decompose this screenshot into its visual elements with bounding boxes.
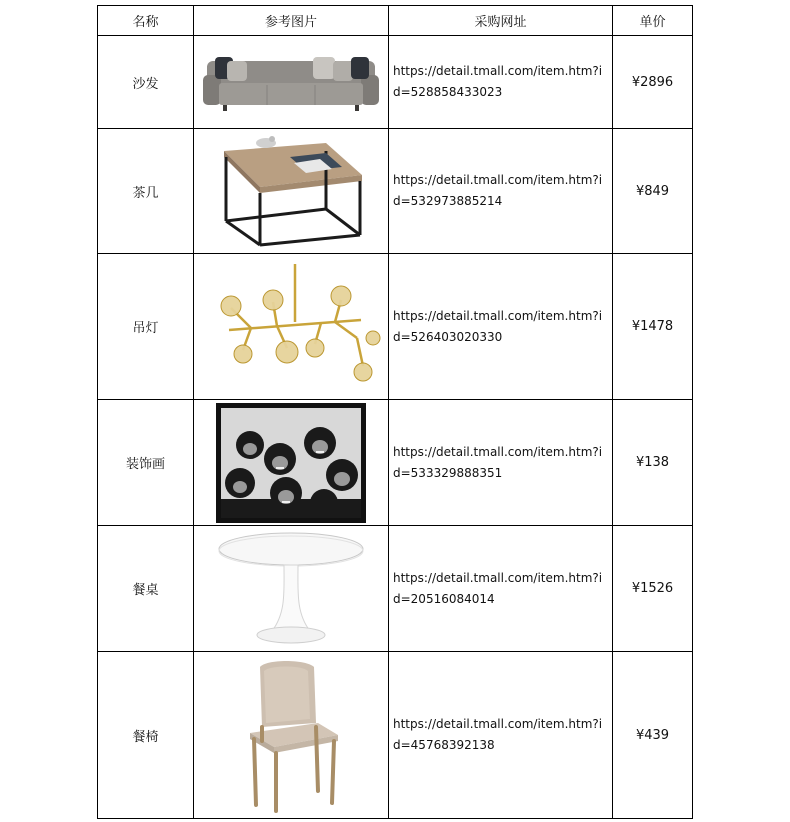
item-name: 装饰画 xyxy=(98,400,194,526)
header-image: 参考图片 xyxy=(194,6,389,36)
chandelier-icon xyxy=(201,262,381,392)
item-url-cell xyxy=(389,36,613,129)
item-price: ¥439 xyxy=(613,652,693,819)
painting-icon xyxy=(216,403,366,523)
table-header-row xyxy=(98,6,693,36)
item-image-cell xyxy=(194,129,389,254)
item-image-cell xyxy=(194,36,389,129)
item-url-cell xyxy=(389,254,613,400)
sofa-icon xyxy=(201,47,381,117)
table-row xyxy=(98,400,693,526)
item-price: ¥138 xyxy=(613,400,693,526)
item-url[interactable]: https://detail.tmall.com/item.htm?id=532973885214 xyxy=(393,173,603,208)
item-url[interactable]: https://detail.tmall.com/item.htm?id=533329888351 xyxy=(393,444,603,480)
item-price: ¥1526 xyxy=(613,526,693,652)
item-url[interactable]: https://detail.tmall.com/item.htm?id=45768392138 xyxy=(393,717,603,752)
table-row xyxy=(98,526,693,652)
item-image-cell xyxy=(194,254,389,400)
coffee-table-icon xyxy=(216,135,366,247)
item-name: 茶几 xyxy=(98,129,194,254)
item-image-cell xyxy=(194,400,389,526)
item-price: ¥1478 xyxy=(613,254,693,400)
item-name: 餐桌 xyxy=(98,526,194,652)
item-url[interactable]: https://detail.tmall.com/item.htm?id=20516084014 xyxy=(393,570,603,606)
table-row xyxy=(98,36,693,129)
item-image-cell xyxy=(194,526,389,652)
item-url-cell xyxy=(389,400,613,526)
table-row xyxy=(98,652,693,819)
item-url-cell xyxy=(389,526,613,652)
item-name: 沙发 xyxy=(98,36,194,129)
item-url-cell xyxy=(389,652,613,819)
header-price: 单价 xyxy=(613,6,693,36)
header-name: 名称 xyxy=(98,6,194,36)
dining-chair-icon xyxy=(236,657,346,813)
table-row xyxy=(98,129,693,254)
item-name: 吊灯 xyxy=(98,254,194,400)
item-price: ¥2896 xyxy=(613,36,693,129)
item-image-cell xyxy=(194,652,389,819)
item-url[interactable]: https://detail.tmall.com/item.htm?id=528858433023 xyxy=(393,64,603,99)
item-name: 餐椅 xyxy=(98,652,194,819)
table-row xyxy=(98,254,693,400)
purchase-table xyxy=(97,5,693,819)
item-price: ¥849 xyxy=(613,129,693,254)
item-url[interactable]: https://detail.tmall.com/item.htm?id=526403020330 xyxy=(393,308,603,344)
dining-table-icon xyxy=(216,531,366,647)
header-url: 采购网址 xyxy=(389,6,613,36)
item-url-cell xyxy=(389,129,613,254)
